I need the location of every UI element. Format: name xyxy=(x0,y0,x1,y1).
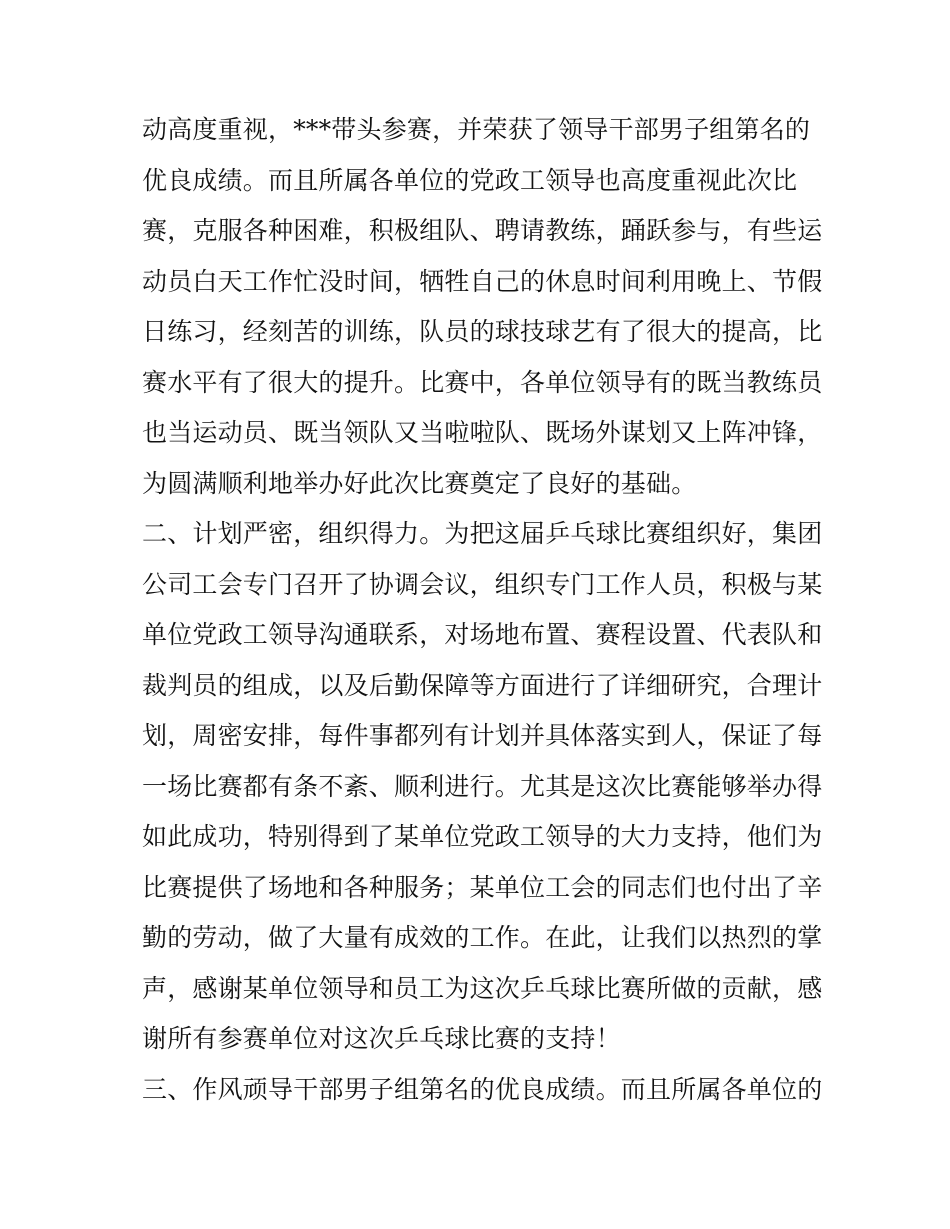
text-line: 日练习，经刻苦的训练，队员的球技球艺有了很大的提高，比 xyxy=(142,317,822,346)
text-line: 裁判员的组成，以及后勤保障等方面进行了详细研究，合理计 xyxy=(142,670,822,700)
text-line: 比赛提供了场地和各种服务；某单位工会的同志们也付出了辛 xyxy=(142,872,822,902)
text-line: 公司工会专门召开了协调会议，组织专门工作人员，积极与某 xyxy=(142,569,822,599)
body-text xyxy=(142,105,822,1115)
text-line: 一场比赛都有条不紊、顺利进行。尤其是这次比赛能够举办得 xyxy=(142,771,822,801)
text-line: 也当运动员、既当领队又当啦啦队、既场外谋划又上阵冲锋， xyxy=(142,418,822,447)
text-line: 赛，克服各种困难，积极组队、聘请教练，踊跃参与，有些运 xyxy=(142,216,822,245)
text-line: 划，周密安排，每件事都列有计划并具体落实到人，保证了每 xyxy=(142,721,822,750)
text-line: 勤的劳动，做了大量有成效的工作。在此，让我们以热烈的掌 xyxy=(142,923,822,952)
section-heading-line: 二、计划严密，组织得力。为把这届乒乓球比赛组织好，集团 xyxy=(142,519,822,548)
text-line: 优良成绩。而且所属各单位的党政工领导也高度重视此次比 xyxy=(142,165,798,195)
text-line: 为圆满顺利地举办好此次比赛奠定了良好的基础。 xyxy=(142,468,697,498)
text-line: 动高度重视，***带头参赛，并荣获了领导干部男子组第名的 xyxy=(142,115,811,144)
text-line: 动员白天工作忙没时间，牺牲自己的休息时间利用晚上、节假 xyxy=(142,266,822,296)
section-heading-line: 三、作风顽导干部男子组第名的优良成绩。而且所属各单位的 xyxy=(142,1074,822,1104)
text-line: 赛水平有了很大的提升。比赛中，各单位领导有的既当教练员 xyxy=(142,367,822,397)
text-line: 谢所有参赛单位对这次乒乓球比赛的支持！ xyxy=(142,1024,621,1053)
text-line: 单位党政工领导沟通联系，对场地布置、赛程设置、代表队和 xyxy=(142,620,822,649)
text-line: 声，感谢某单位领导和员工为这次乒乓球比赛所做的贡献，感 xyxy=(142,973,822,1003)
text-line: 如此成功，特别得到了某单位党政工领导的大力支持，他们为 xyxy=(142,822,822,851)
